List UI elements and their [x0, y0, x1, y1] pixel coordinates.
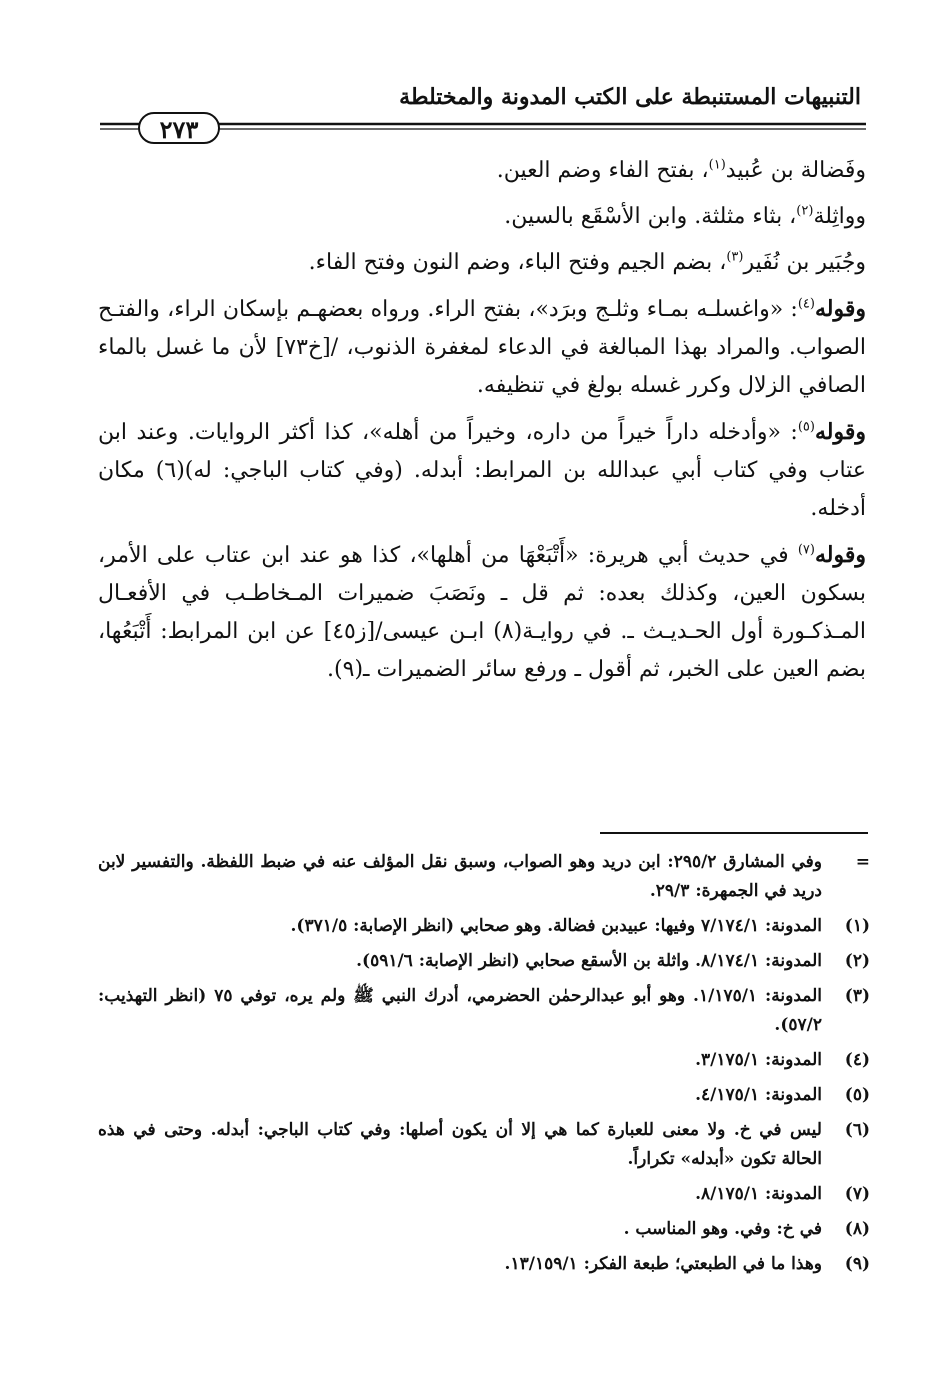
footnote-number: = [855, 852, 870, 872]
main-text [98, 152, 866, 697]
footnote-text: وهذا ما في الطبعتي؛ طبعة الفكر: ١٣/١٥٩/١. [504, 1254, 822, 1274]
paragraph-atbaha [98, 536, 866, 689]
paragraph-adkhilhu [98, 413, 866, 528]
footnote-text: المدونة: ٤/١٧٥/١. [695, 1085, 822, 1105]
footnote-text: في خ: وفي. وهو المناسب . [623, 1219, 822, 1239]
footnote-text: المدونة: ١/١٧٥/١. وهو أبو عبدالرحمٰن الحضرمي، أدرك النبي ﷺ ولم يره، توفي ٧٥ (انظر التهذيب: ٥٧/٢). [98, 986, 822, 1035]
paragraph-wathila [98, 198, 866, 236]
paragraph-text: وجُبَير بن نُفَير [743, 250, 866, 275]
running-header-title: التنبيهات المستنبطة على الكتب المدونة والمختلطة [399, 84, 861, 110]
footnote-2 [98, 947, 870, 976]
footnote-4 [98, 1046, 870, 1075]
paragraph-fadala [98, 152, 866, 190]
footnote-separator [600, 832, 868, 834]
footnote-ref: (٣) [726, 249, 744, 265]
paragraph-jubayr [98, 244, 866, 282]
paragraph-rest: ، بفتح الفاء وضم العين. [496, 158, 709, 183]
footnote-text: المدونة: ٨/١٧٥/١. [695, 1184, 822, 1204]
paragraph-rest: : «وأدخله داراً خيراً من داره، وخيراً من أهله»، كذا أكثر الروايات. وعند ابن عتاب وفي كتاب أبي عبدالله بن المرابط: أبدله. (وفي كتاب الباجي: له)(٦) مكان أدخله. [98, 420, 866, 521]
paragraph-text: وفَضالة بن عُبيد [725, 158, 866, 183]
paragraph-lead: وقوله [814, 296, 866, 322]
footnote-text: المدونة: ٨/١٧٤/١. واثلة بن الأسقع صحابي (انظر الإصابة: ٥٩١/٦). [356, 951, 822, 971]
footnote-9 [98, 1250, 870, 1279]
footnote-6 [98, 1116, 870, 1174]
paragraph-rest: في حديث أبي هريرة: «أَتْبَعْهَا من أهلها»، كذا هو عند ابن عتاب على الأمر، بسكون العين، وكذلك بعده: ثم قل ـ ونَصَبَ ضميرات المـخاطـب في الأفعـال المـذكـورة أول الحـديـث ـ. في روايـة(٨) ابـن عيسى/[ز٤٥] عن ابن المرابط: أَتْبَعُها، بضم العين على الخبر، ثم أقول ـ ورفع سائر الضميرات ـ(٩). [98, 543, 867, 682]
page-number-badge: ٢٧٣ [138, 112, 220, 144]
footnote-8 [98, 1215, 870, 1244]
footnote-ref: (١) [708, 157, 726, 173]
paragraph-ighsilhu [98, 290, 866, 405]
footnote-number: (٦) [844, 1120, 870, 1140]
paragraph-rest: ، بثاء مثلثة. وابن الأسْقَع بالسين. [504, 204, 797, 229]
footnote-number: (١) [844, 916, 870, 936]
paragraph-lead: وقوله [814, 542, 866, 568]
footnote-ref: (٤) [797, 296, 815, 312]
paragraph-lead: وقوله [814, 419, 866, 445]
footnote-continued [98, 848, 870, 906]
footnote-number: (٢) [844, 951, 870, 971]
footnote-number: (٤) [844, 1050, 870, 1070]
footnote-number: (٣) [844, 986, 870, 1006]
footnote-ref: (٧) [797, 542, 815, 558]
paragraph-text: وواثِلة [813, 204, 866, 229]
footnote-number: (٨) [844, 1219, 870, 1239]
footnote-1 [98, 912, 870, 941]
footnote-7 [98, 1180, 870, 1209]
footnote-text: المدونة: ٣/١٧٥/١. [695, 1050, 822, 1070]
footnote-number: (٩) [844, 1254, 870, 1274]
footnote-5 [98, 1081, 870, 1110]
footnote-text: المدونة: ٧/١٧٤/١ وفيها: عبيدبن فضالة. وهو صحابي (انظر الإصابة: ٣٧١/٥). [290, 916, 822, 936]
footnote-number: (٥) [844, 1085, 870, 1105]
footnote-ref: (٢) [796, 203, 814, 219]
footnote-text: وفي المشارق ٢٩٥/٢: ابن دريد وهو الصواب، وسبق نقل المؤلف عنه في ضبط اللفظة. والتفسير لابن دريد في الجمهرة: ٢٩/٣. [98, 852, 822, 901]
footnote-ref: (٥) [797, 419, 815, 435]
footnote-text: ليس في خ. ولا معنى للعبارة كما هي إلا أن يكون أصلها: وفي كتاب الباجي: أبدله. وحتى في هذه الحالة تكون «أبدله» تكراراً. [98, 1120, 822, 1169]
footnote-number: (٧) [844, 1184, 870, 1204]
paragraph-rest: ، بضم الجيم وفتح الباء، وضم النون وفتح الفاء. [308, 250, 727, 275]
footnote-3 [98, 982, 870, 1040]
footnotes [98, 848, 870, 1285]
paragraph-rest: : «واغسلـه بمـاء وثلـج وبرَد»، بفتح الراء. ورواه بعضهـم بإسكان الراء، والفتـح الصواب. والمراد بهذا المبالغة في الدعاء لمغفرة الذنوب، /[خ٧٣] لأن ما غسل بالماء الصافي الزلال وكرر غسله بولغ في تنظيفه. [98, 297, 867, 398]
